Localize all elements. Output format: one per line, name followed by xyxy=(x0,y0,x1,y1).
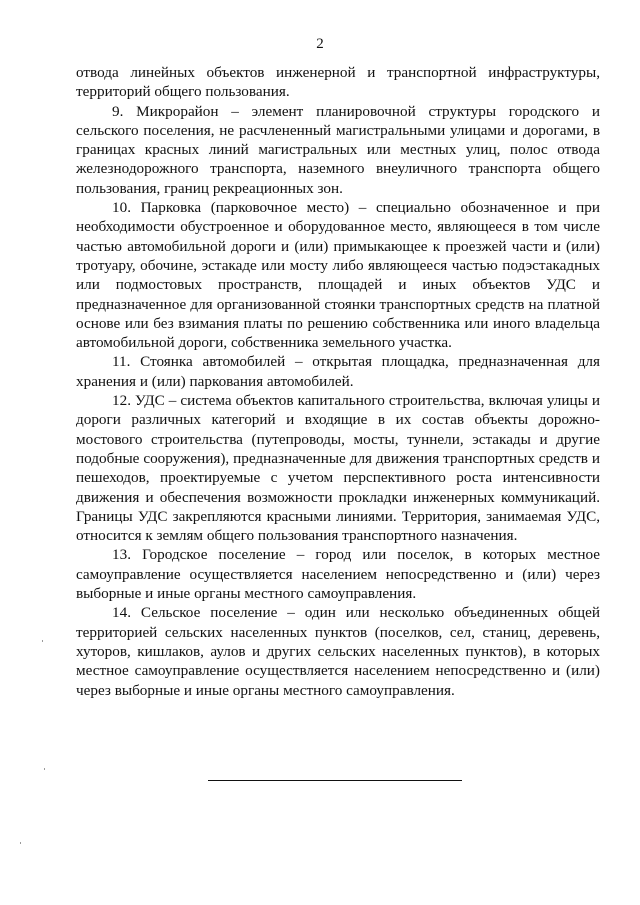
scan-speck xyxy=(20,842,21,844)
paragraph-9-microdistrict: 9. Микрорайон – элемент планировочной структуры городского и сельского поселения, не расчлененный магистральными улицами и дорогами, в границах красных линий магистральных или местных улиц, полос отвода железнодорожного транспорта, наземного внеуличного транспорта общего пользования, границ рекреационных зон. xyxy=(76,102,600,197)
paragraph-continuation: отвода линейных объектов инженерной и транспортной инфраструктуры, территорий общего пользования. xyxy=(76,64,600,101)
scan-speck xyxy=(42,640,43,642)
paragraph-10-parking: 10. Парковка (парковочное место) – специально обозначенное и при необходимости обустроенное и оборудованное место, являющееся в том числе частью автомобильной дороги и (или) примыкающее к проезжей части и (или) тротуару, обочине, эстакаде или мосту либо являющееся частью подэстакадных или подмостовых пространств, площадей и иных объектов УДС и предназначенное для организованной стоянки транспортных средств на платной основе или без взимания платы по решению собственника или иного владельца автомобильной дороги, собственника земельного участка. xyxy=(76,199,600,352)
document-body xyxy=(76,63,600,700)
paragraph-13-urban-settlement: 13. Городское поселение – город или поселок, в которых местное самоуправление осуществляется населением непосредственно и (или) через выборные и иные органы местного самоуправления. xyxy=(76,546,600,603)
paragraph-11-car-park: 11. Стоянка автомобилей – открытая площадка, предназначенная для хранения и (или) паркования автомобилей. xyxy=(76,353,600,390)
page-number: 2 xyxy=(316,36,324,52)
scan-speck xyxy=(44,768,45,770)
paragraph-14-rural-settlement: 14. Сельское поселение – один или несколько объединенных общей территорией сельских населенных пунктов (поселков, сел, станиц, деревень, хуторов, кишлаков, аулов и других сельских населенных пунктов), в которых местное самоуправление осуществляется населением непосредственно и (или) через выборные и иные органы местного самоуправления. xyxy=(76,604,600,699)
paragraph-12-uds: 12. УДС – система объектов капитального строительства, включая улицы и дороги различных категорий и входящие в их состав объекты дорожно-мостового строительства (путепроводы, мосты, туннели, эстакады и другие подобные сооружения), предназначенные для движения транспортных средств и пешеходов, проектируемые с учетом перспективного роста интенсивности движения и обеспечения возможности прокладки инженерных коммуникаций. Границы УДС закрепляются красными линиями. Территория, занимаемая УДС, относится к землям общего пользования транспортного назначения. xyxy=(76,392,600,545)
end-of-document-rule xyxy=(208,780,462,781)
